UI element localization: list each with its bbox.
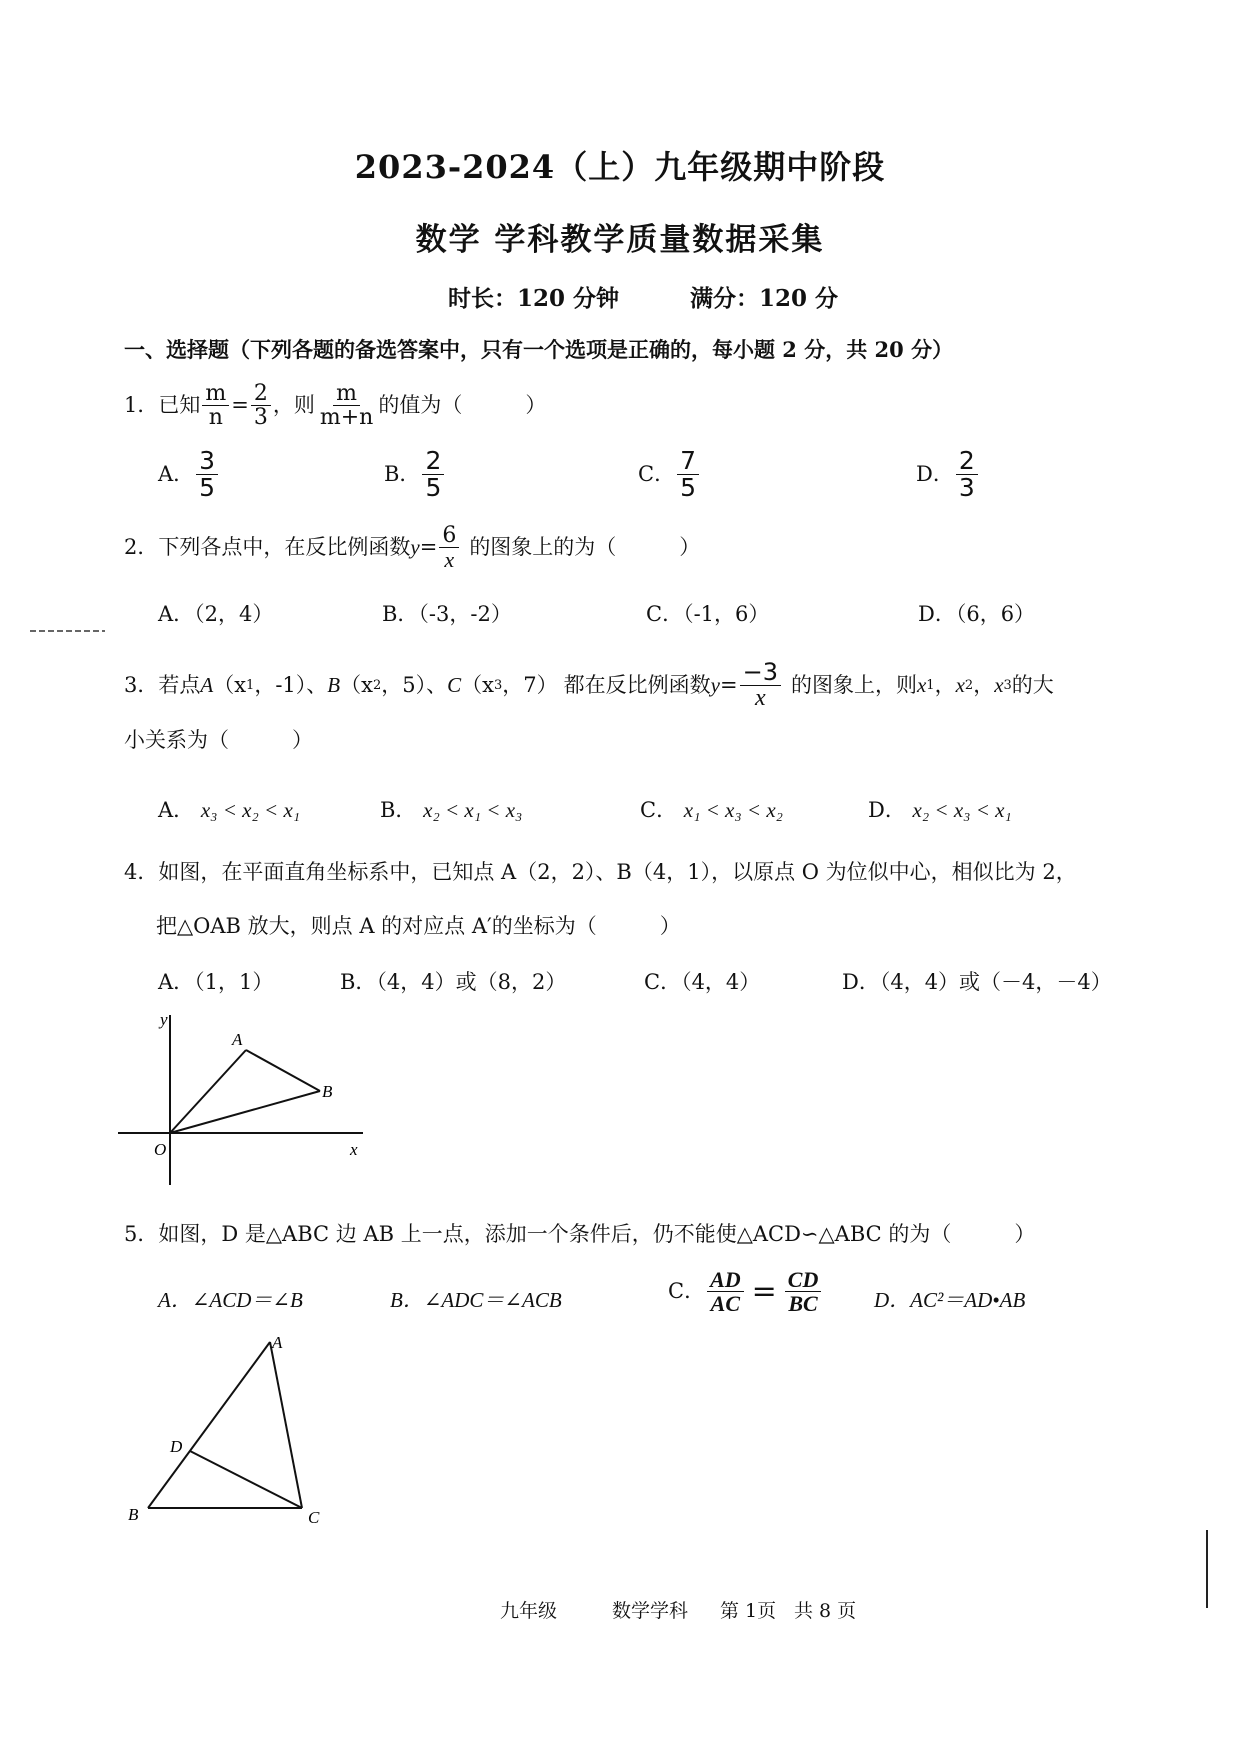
margin-vertical-mark <box>1204 1530 1210 1610</box>
question-text: 的值为（ ） <box>378 393 547 418</box>
option-label: C． <box>668 1279 706 1304</box>
option-b <box>384 448 446 502</box>
equals-sign: = <box>719 673 738 698</box>
fraction-numerator: 6 <box>439 524 459 548</box>
separator: ， <box>973 673 995 698</box>
question-text: 如图，在平面直角坐标系中，已知点 A（2，2）、B（4，1），以原点 O 为位似中心，相似比为 2， <box>158 860 1077 884</box>
duration-label: 时长：120 分钟 <box>448 285 620 312</box>
label-y: y <box>160 1010 168 1029</box>
segment-ob <box>170 1091 320 1133</box>
fraction-numerator: m <box>202 382 229 406</box>
option-c <box>638 448 701 502</box>
option-b: B．∠ADC＝∠ACB <box>390 1288 562 1312</box>
variable-x1: x <box>916 673 927 698</box>
question-text: 如图，D 是△ABC 边 AB 上一点，添加一个条件后，仍不能使△ACD∽△ABC 的为（ ） <box>158 1222 1036 1246</box>
question-4 <box>124 862 1077 883</box>
fraction-denominator: 3 <box>253 405 268 431</box>
option-expression: x₂ < x₁ < x₃ <box>423 798 523 822</box>
question-text: 已知 <box>158 393 201 418</box>
fraction-neg3-over-x <box>740 660 781 711</box>
option-c: C．（4，4） <box>644 970 761 994</box>
equals-sign: = <box>751 1273 777 1309</box>
option-d: D．AC²＝AD•AB <box>874 1288 1026 1312</box>
point-b-name: B <box>327 673 341 698</box>
label-b: B <box>322 1082 333 1101</box>
point-a-coord: （x <box>213 673 247 698</box>
variable-y: y <box>410 535 420 560</box>
fraction-denominator: m+n <box>319 405 374 431</box>
option-a: A．（2，4） <box>158 602 274 626</box>
fraction-numerator: m <box>333 382 360 406</box>
equals-sign: = <box>231 393 249 418</box>
question-1 <box>124 382 546 429</box>
question-4-line-2: 把△OAB 放大，则点 A 的对应点 A′的坐标为（ ） <box>156 914 681 938</box>
point-c-name: C <box>447 673 462 698</box>
option-b: B．（-3，-2） <box>382 602 512 626</box>
option-d <box>868 800 1012 821</box>
fraction-numerator: −3 <box>740 660 781 686</box>
point-c-coord: （x <box>461 673 494 698</box>
point-b-coord: （x <box>340 673 373 698</box>
segment-oa <box>170 1050 246 1133</box>
option-c <box>668 1268 823 1315</box>
fraction-denominator: BC <box>788 1291 818 1317</box>
fraction-denominator: 5 <box>680 473 696 503</box>
option-d: D．（6，6） <box>918 602 1036 626</box>
subscript: 2 <box>372 678 382 694</box>
question-number: 4． <box>124 860 159 884</box>
variable-x3: x <box>994 673 1004 698</box>
question-text: 的图象上，则 <box>790 673 917 698</box>
coordinate-figure <box>118 1005 378 1190</box>
option-expression: x₁ < x₃ < x₂ <box>683 798 783 822</box>
fraction-ad-over-ac <box>707 1268 744 1315</box>
option-label: D． <box>868 798 906 822</box>
option-expression: x₃ < x₂ < x₁ <box>200 798 301 822</box>
label-o: O <box>154 1140 167 1159</box>
option-a: A．∠ACD＝∠B <box>158 1288 303 1312</box>
triangle-figure <box>120 1330 340 1530</box>
question-3 <box>124 660 1054 711</box>
subscript: 3 <box>493 678 503 694</box>
fraction-numerator: 7 <box>677 448 699 475</box>
question-text: ，则 <box>272 393 315 418</box>
option-fraction <box>196 448 218 502</box>
question-number: 2． <box>124 535 159 560</box>
fraction-denominator: 5 <box>425 473 442 503</box>
label-d: D <box>170 1437 183 1456</box>
question-text: 都在反比例函数 <box>563 673 711 698</box>
option-label: C． <box>638 462 676 487</box>
variable-x2: x <box>955 673 965 698</box>
label-a: A <box>272 1333 283 1352</box>
fraction-numerator: 2 <box>422 448 444 475</box>
segment-ac <box>270 1342 302 1508</box>
option-label: A． <box>158 798 195 822</box>
subscript: 3 <box>1003 678 1012 694</box>
equals-sign: = <box>419 535 438 560</box>
question-3-line-2: 小关系为（ ） <box>124 728 313 752</box>
option-d: D．（4，4）或（－4，－4） <box>842 970 1112 994</box>
option-expression: x₂ < x₃ < x₁ <box>912 798 1012 822</box>
question-number: 5． <box>124 1222 159 1246</box>
label-a: A <box>232 1030 243 1049</box>
question-text: 下列各点中，在反比例函数 <box>158 535 411 560</box>
fraction-denominator: 5 <box>199 473 216 503</box>
score-label: 满分：120 分 <box>690 285 839 312</box>
label-b: B <box>128 1505 139 1524</box>
question-number: 1． <box>124 393 159 418</box>
option-c: C．（-1，6） <box>646 602 770 626</box>
fraction-6-over-x <box>439 524 459 571</box>
fraction-denominator: x <box>754 685 766 712</box>
fraction-numerator: 2 <box>251 382 271 406</box>
option-label: D． <box>916 462 954 487</box>
fraction-m-over-n <box>202 382 229 429</box>
fraction-denominator: x <box>444 547 455 573</box>
point-a-coord: ，-1）、 <box>254 673 328 698</box>
option-fraction <box>422 448 444 502</box>
fraction-numerator: 2 <box>956 448 978 475</box>
footer-total: 共 8 页 <box>794 1600 857 1622</box>
fraction-two-thirds <box>251 382 271 429</box>
question-number: 3． <box>124 673 159 698</box>
question-5 <box>124 1224 1035 1245</box>
segment-ab <box>246 1050 320 1091</box>
variable-y: y <box>710 673 720 698</box>
exam-subtitle: 数学 学科教学质量数据采集 <box>415 222 825 258</box>
fraction-denominator: 3 <box>958 473 975 503</box>
fraction-numerator: 3 <box>196 448 218 475</box>
option-fraction <box>956 448 978 502</box>
option-label: B． <box>384 462 421 487</box>
fraction-numerator: CD <box>785 1268 822 1292</box>
fraction-numerator: AD <box>707 1268 744 1292</box>
option-a <box>158 800 300 821</box>
question-text: 的图象上的为（ ） <box>469 535 701 560</box>
fraction-denominator: n <box>208 405 223 431</box>
option-c <box>640 800 783 821</box>
option-d <box>916 448 980 502</box>
option-b: B．（4，4）或（8，2） <box>340 970 567 994</box>
fraction-m-over-m-plus-n <box>317 382 376 429</box>
label-x: x <box>350 1140 358 1159</box>
footer-page: 第 1页 <box>720 1600 777 1622</box>
subscript: 1 <box>926 678 935 694</box>
point-b-coord: ，5）、 <box>381 673 448 698</box>
footer-subject: 数学学科 <box>612 1600 689 1622</box>
section-heading: 一、选择题（下列各题的备选答案中，只有一个选项是正确的，每小题 2 分，共 20 分） <box>124 337 954 362</box>
point-c-coord: ，7） <box>502 673 558 698</box>
point-a-name: A <box>200 673 214 698</box>
question-text: 的大 <box>1011 673 1054 698</box>
option-label: A． <box>158 462 195 487</box>
exam-title: 2023-2024（上）九年级期中阶段 <box>354 148 886 186</box>
subscript: 2 <box>964 678 974 694</box>
question-text: 若点 <box>158 673 201 698</box>
option-a <box>158 448 220 502</box>
segment-dc <box>190 1451 302 1508</box>
option-label: B． <box>380 798 417 822</box>
option-label: C． <box>640 798 678 822</box>
option-fraction <box>677 448 699 502</box>
option-b <box>380 800 522 821</box>
fraction-cd-over-bc <box>785 1268 822 1315</box>
question-2 <box>124 524 700 571</box>
margin-dash-mark <box>30 628 110 634</box>
separator: ， <box>934 673 956 698</box>
subscript: 1 <box>246 678 255 694</box>
footer-grade: 九年级 <box>500 1600 558 1622</box>
option-a: A．（1，1） <box>158 970 274 994</box>
label-c: C <box>308 1508 320 1527</box>
fraction-denominator: AC <box>710 1291 741 1317</box>
